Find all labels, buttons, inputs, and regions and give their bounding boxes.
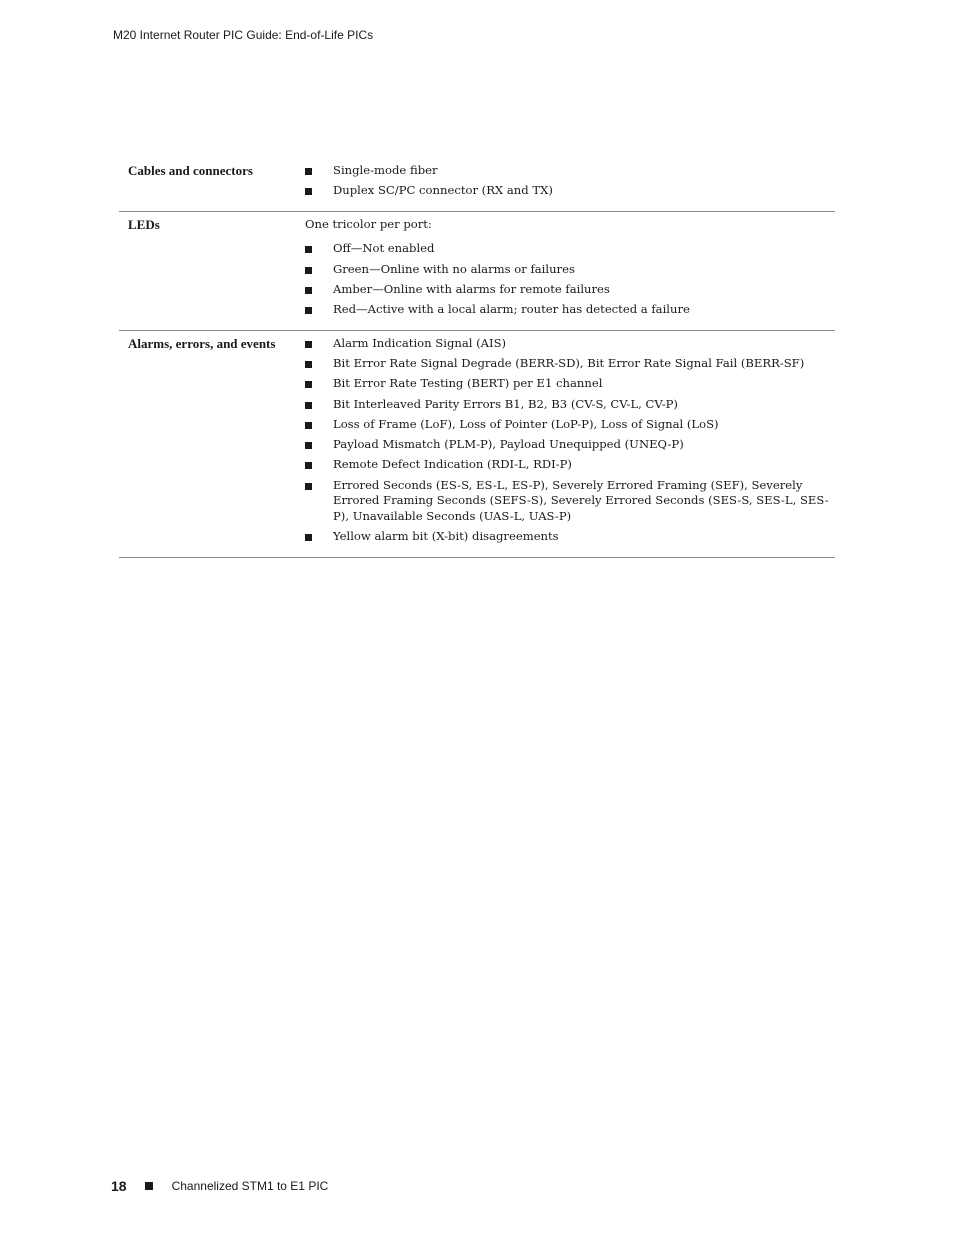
bullet-list <box>305 241 835 317</box>
list-item <box>305 183 835 199</box>
square-bullet-icon <box>305 422 312 429</box>
footer-section-title: Channelized STM1 to E1 PIC <box>171 1179 329 1193</box>
list-item-text: Alarm Indication Signal (AIS) <box>333 335 507 350</box>
list-item <box>305 457 835 473</box>
list-item-text: Bit Interleaved Parity Errors B1, B2, B3 (CV-S, CV-L, CV-P) <box>333 396 678 411</box>
table-row-alarms <box>119 330 835 557</box>
list-item <box>305 262 835 278</box>
list-item-text: Remote Defect Indication (RDI-L, RDI-P) <box>333 457 572 472</box>
list-item <box>305 302 835 318</box>
row-label: Alarms, errors, and events <box>128 335 276 351</box>
list-item-text: Loss of Frame (LoF), Loss of Pointer (LoP-P), Loss of Signal (LoS) <box>333 416 719 431</box>
square-bullet-icon <box>305 188 312 195</box>
square-bullet-icon <box>305 402 312 409</box>
row-label: Cables and connectors <box>128 163 253 178</box>
specifications-table <box>119 158 835 558</box>
square-bullet-icon <box>305 534 312 541</box>
list-item-text: Payload Mismatch (PLM-P), Payload Unequipped (UNEQ-P) <box>333 437 684 452</box>
square-bullet-icon <box>305 307 312 314</box>
list-item <box>305 478 835 525</box>
list-item-text: Duplex SC/PC connector (RX and TX) <box>333 183 553 198</box>
row-content <box>296 211 835 330</box>
square-bullet-icon <box>305 442 312 449</box>
list-item <box>305 336 835 352</box>
list-item <box>305 282 835 298</box>
square-bullet-icon <box>305 381 312 388</box>
list-item <box>305 397 835 413</box>
list-item <box>305 437 835 453</box>
square-bullet-icon <box>305 341 312 348</box>
table-row-leds <box>119 211 835 330</box>
page-number: 18 <box>111 1178 127 1194</box>
list-item-text: Off—Not enabled <box>333 241 435 256</box>
table-row-cables <box>119 158 835 211</box>
square-bullet-icon <box>145 1182 153 1190</box>
square-bullet-icon <box>305 168 312 175</box>
square-bullet-icon <box>305 267 312 274</box>
running-header: M20 Internet Router PIC Guide: End-of-Life PICs <box>113 28 374 42</box>
list-item-text: Bit Error Rate Signal Degrade (BERR-SD), Bit Error Rate Signal Fail (BERR-SF) <box>333 355 805 370</box>
square-bullet-icon <box>305 361 312 368</box>
square-bullet-icon <box>305 462 312 469</box>
list-item-text: Green—Online with no alarms or failures <box>333 261 575 276</box>
bullet-list <box>305 163 835 199</box>
list-item-text: Amber—Online with alarms for remote failures <box>333 281 610 296</box>
bullet-list <box>305 336 835 545</box>
list-item-text: Yellow alarm bit (X-bit) disagreements <box>333 529 559 544</box>
square-bullet-icon <box>305 483 312 490</box>
list-item <box>305 529 835 545</box>
list-item-text: Errored Seconds (ES-S, ES-L, ES-P), Severely Errored Framing (SEF), Severely Errored Framing Seconds (SEFS-S), Severely Errored Seconds (SES-S, SES-L, SES-P), Unavailable Seconds (UAS-L, UAS-P) <box>333 477 829 523</box>
list-item-text: Single-mode fiber <box>333 163 438 177</box>
row-intro-text: One tricolor per port: <box>305 216 432 231</box>
list-item-text: Red—Active with a local alarm; router has detected a failure <box>333 302 690 317</box>
list-item <box>305 241 835 257</box>
list-item <box>305 417 835 433</box>
row-content <box>296 330 835 557</box>
list-item <box>305 163 835 179</box>
page-footer <box>111 1178 328 1194</box>
list-item <box>305 376 835 392</box>
list-item-text: Bit Error Rate Testing (BERT) per E1 channel <box>333 376 603 391</box>
square-bullet-icon <box>305 287 312 294</box>
square-bullet-icon <box>305 246 312 253</box>
row-content <box>296 158 835 211</box>
list-item <box>305 356 835 372</box>
row-label: LEDs <box>128 216 160 232</box>
